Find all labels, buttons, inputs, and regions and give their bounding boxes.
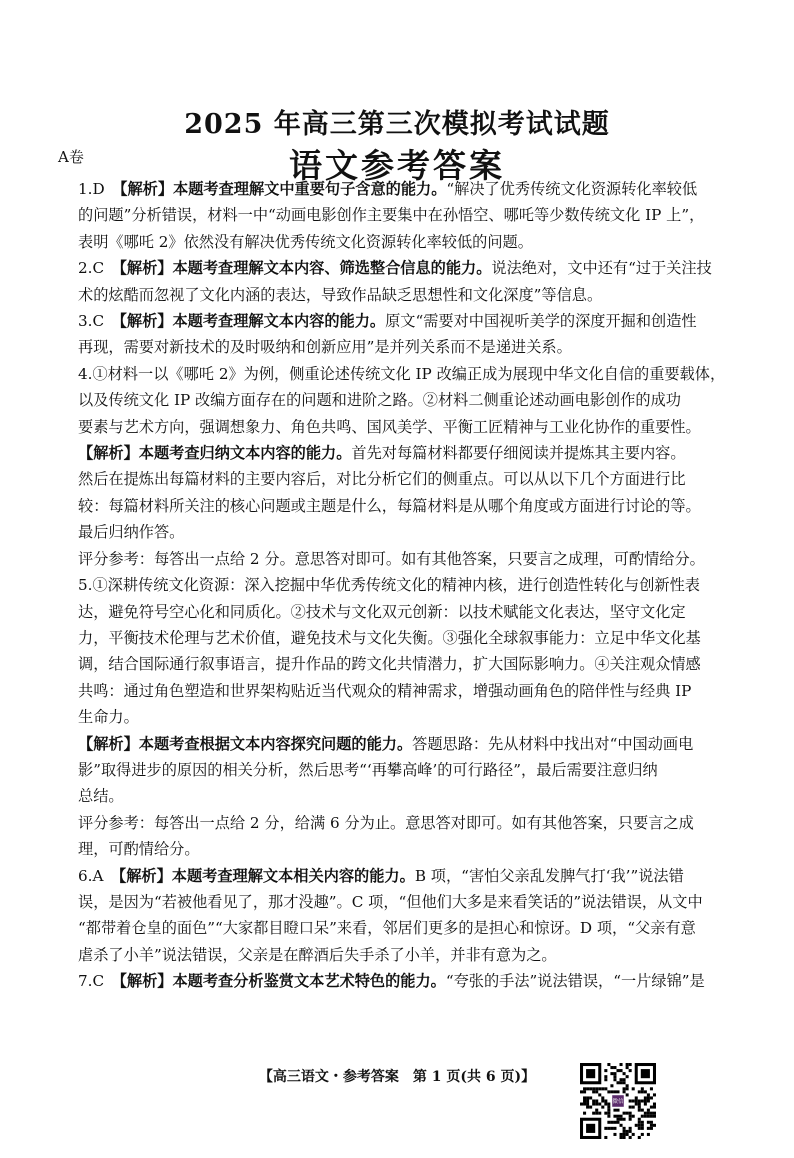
qr-module xyxy=(583,1099,586,1102)
text-segment: 理，可酌情给分。 xyxy=(78,840,200,859)
qr-module xyxy=(607,1103,610,1106)
qr-module xyxy=(629,1106,632,1109)
qr-module xyxy=(620,1063,623,1066)
text-line xyxy=(78,361,726,387)
qr-finder xyxy=(586,1124,595,1133)
text-line xyxy=(78,387,726,413)
qr-module xyxy=(626,1087,629,1090)
qr-module xyxy=(613,1072,616,1075)
qr-module xyxy=(616,1118,619,1121)
text-line xyxy=(78,704,726,730)
text-line xyxy=(78,942,726,968)
text-line xyxy=(78,414,726,440)
paper-version: A卷 xyxy=(58,148,84,166)
qr-module xyxy=(613,1121,616,1124)
text-segment: 最后归纳作答。 xyxy=(78,523,185,542)
answer-item-3 xyxy=(78,308,726,361)
qr-module xyxy=(598,1093,601,1096)
text-segment: “解决了优秀传统文化资源转化率较低 xyxy=(446,180,698,198)
qr-module xyxy=(644,1096,647,1099)
qr-module xyxy=(580,1090,583,1093)
answer-list xyxy=(78,176,726,995)
text-segment: 影”取得进步的原因的相关分析，然后思考“‘再攀高峰’的可行路径”，最后需要注意归纳 xyxy=(78,760,658,779)
analysis-label: 【解析】本题考查分析鉴赏文本艺术特色的能力。 xyxy=(119,972,446,991)
qr-module xyxy=(629,1069,632,1072)
qr-module xyxy=(623,1130,626,1133)
qr-module xyxy=(604,1087,607,1090)
qr-module xyxy=(580,1103,583,1106)
qr-module xyxy=(632,1133,635,1136)
text-segment: 表明《哪吒 2》依然没有解决优秀传统文化资源转化率较低的问题。 xyxy=(78,232,533,251)
qr-module xyxy=(626,1084,629,1087)
qr-module xyxy=(616,1081,619,1084)
qr-module xyxy=(620,1069,623,1072)
qr-module xyxy=(598,1112,601,1115)
qr-module xyxy=(589,1087,592,1090)
qr-module xyxy=(629,1118,632,1121)
qr-module xyxy=(620,1124,623,1127)
qr-module xyxy=(644,1103,647,1106)
qr-module xyxy=(641,1109,644,1112)
qr-module xyxy=(641,1090,644,1093)
analysis-label: 【解析】本题考查根据文本内容探究问题的能力。 xyxy=(78,734,413,753)
text-segment: 2.C xyxy=(78,259,120,278)
qr-center-label: 微信 xyxy=(612,1099,624,1106)
qr-module xyxy=(632,1115,635,1118)
qr-module xyxy=(644,1099,647,1102)
text-segment: 再现，需要对新技术的及时吸纳和创新应用”是并列关系而不是递进关系。 xyxy=(78,338,572,357)
qr-module xyxy=(616,1115,619,1118)
qr-module xyxy=(638,1124,641,1127)
analysis-label: 【解析】本题考查理解文本相关内容的能力。 xyxy=(118,866,415,885)
qr-module xyxy=(647,1096,650,1099)
text-line xyxy=(78,810,726,836)
qr-module xyxy=(595,1099,598,1102)
qr-module xyxy=(641,1087,644,1090)
text-line xyxy=(78,308,726,334)
answer-item-4 xyxy=(78,361,726,572)
qr-module xyxy=(647,1112,650,1115)
qr-module xyxy=(632,1099,635,1102)
qr-module xyxy=(626,1133,629,1136)
qr-module xyxy=(626,1075,629,1078)
text-line xyxy=(78,889,726,915)
qr-module xyxy=(604,1127,607,1130)
qr-module xyxy=(647,1099,650,1102)
qr-module xyxy=(604,1112,607,1115)
text-line xyxy=(78,466,726,492)
analysis-label: 【解析】本题考查归纳文本内容的能力。 xyxy=(78,444,352,463)
qr-module xyxy=(613,1075,616,1078)
qr-module xyxy=(613,1133,616,1136)
qr-module xyxy=(583,1103,586,1106)
qr-module xyxy=(595,1090,598,1093)
qr-module xyxy=(620,1081,623,1084)
qr-module xyxy=(638,1099,641,1102)
text-line xyxy=(78,625,726,651)
text-segment: “都带着仓皇的面色”“大家都目瞪口呆”来看，邻居们更多的是担心和惊讶。D 项，“父亲有意 xyxy=(78,919,696,938)
qr-module xyxy=(607,1106,610,1109)
qr-module xyxy=(647,1093,650,1096)
qr-module xyxy=(620,1133,623,1136)
qr-module xyxy=(647,1121,650,1124)
qr-module xyxy=(641,1133,644,1136)
qr-module xyxy=(613,1066,616,1069)
qr-module xyxy=(623,1112,626,1115)
qr-module xyxy=(595,1112,598,1115)
text-segment: 7.C xyxy=(78,972,120,991)
qr-module xyxy=(641,1121,644,1124)
qr-module xyxy=(650,1127,653,1130)
qr-module xyxy=(607,1121,610,1124)
qr-module xyxy=(583,1090,586,1093)
qr-module xyxy=(607,1112,610,1115)
qr-module xyxy=(650,1096,653,1099)
qr-module xyxy=(638,1118,641,1121)
text-line xyxy=(78,519,726,545)
qr-module xyxy=(589,1106,592,1109)
qr-module xyxy=(635,1099,638,1102)
qr-module xyxy=(632,1106,635,1109)
qr-module xyxy=(620,1115,623,1118)
answer-item-2 xyxy=(78,255,726,308)
qr-module xyxy=(595,1103,598,1106)
qr-module xyxy=(638,1121,641,1124)
text-segment: 评分参考：每答出一点给 2 分。意思答对即可。如有其他答案，只要言之成理，可酌情给分。 xyxy=(78,549,705,568)
qr-module xyxy=(647,1127,650,1130)
qr-module xyxy=(644,1112,647,1115)
text-segment: 6.A xyxy=(78,866,119,885)
text-segment: “夸张的手法”说法错误，“一片绿锦”是 xyxy=(445,972,705,991)
qr-module xyxy=(586,1099,589,1102)
qr-module xyxy=(626,1066,629,1069)
qr-module xyxy=(638,1106,641,1109)
text-line xyxy=(78,678,726,704)
qr-module xyxy=(623,1078,626,1081)
qr-module xyxy=(620,1118,623,1121)
text-line xyxy=(78,202,726,228)
text-segment: 然后在提炼出每篇材料的主要内容后，对比分析它们的侧重点。可以从以下几个方面进行比 xyxy=(78,470,686,489)
qr-module xyxy=(632,1087,635,1090)
analysis-label: 【解析】本题考查理解文本内容的能力。 xyxy=(119,312,386,331)
text-line xyxy=(78,651,726,677)
exam-title: 2025 年高三第三次模拟考试试题 xyxy=(184,109,610,140)
qr-module xyxy=(592,1103,595,1106)
qr-module xyxy=(650,1106,653,1109)
qr-module xyxy=(653,1103,656,1106)
qr-module xyxy=(604,1078,607,1081)
qr-module xyxy=(595,1087,598,1090)
qr-module xyxy=(598,1087,601,1090)
qr-module xyxy=(638,1127,641,1130)
text-line xyxy=(78,176,726,202)
qr-module xyxy=(629,1063,632,1066)
qr-module xyxy=(641,1124,644,1127)
qr-module xyxy=(635,1103,638,1106)
text-segment: 共鸣：通过角色塑造和世界架构贴近当代观众的精神需求，增强动画角色的陪伴性与经典 IP xyxy=(78,681,692,700)
qr-module xyxy=(598,1103,601,1106)
text-segment: 要素与艺术方向，强调想象力、角色共鸣、国风美学、平衡工匠精神与工业化协作的重要性。 xyxy=(78,417,701,436)
text-segment: 说法绝对，文中还有“过于关注技 xyxy=(491,259,712,278)
qr-module xyxy=(607,1090,610,1093)
qr-module xyxy=(601,1096,604,1099)
qr-module xyxy=(650,1087,653,1090)
qr-module xyxy=(610,1127,613,1130)
qr-module xyxy=(607,1127,610,1130)
qr-module xyxy=(604,1069,607,1072)
qr-module xyxy=(623,1118,626,1121)
qr-module xyxy=(629,1127,632,1130)
text-line xyxy=(78,915,726,941)
qr-module xyxy=(638,1090,641,1093)
qr-module xyxy=(620,1136,623,1139)
page-title: 语文参考答案 xyxy=(289,146,505,185)
qr-module xyxy=(592,1090,595,1093)
qr-module xyxy=(601,1099,604,1102)
text-segment: 虐杀了小羊”说法错误，父亲是在醉酒后失手杀了小羊，并非有意为之。 xyxy=(78,945,557,964)
qr-module xyxy=(607,1115,610,1118)
qr-module xyxy=(604,1099,607,1102)
qr-module xyxy=(653,1106,656,1109)
qr-module xyxy=(629,1115,632,1118)
qr-module xyxy=(623,1127,626,1130)
qr-module xyxy=(583,1096,586,1099)
qr-module xyxy=(586,1087,589,1090)
text-segment: 较：每篇材料所关注的核心问题或主题是什么，每篇材料是从哪个角度或方面进行讨论的等。 xyxy=(78,496,701,515)
qr-module xyxy=(607,1063,610,1066)
qr-finder xyxy=(641,1069,650,1078)
qr-module xyxy=(595,1109,598,1112)
text-line xyxy=(78,546,726,572)
qr-module xyxy=(647,1109,650,1112)
text-segment: 评分参考：每答出一点给 2 分，给满 6 分为止。意思答对即可。如有其他答案，只要言之成 xyxy=(78,813,694,832)
answer-item-7 xyxy=(78,968,726,994)
answer-item-6 xyxy=(78,863,726,969)
qr-module xyxy=(638,1103,641,1106)
qr-module xyxy=(604,1136,607,1139)
qr-module xyxy=(644,1115,647,1118)
qr-module xyxy=(610,1121,613,1124)
text-segment: 总结。 xyxy=(78,787,124,806)
qr-module xyxy=(653,1093,656,1096)
qr-module xyxy=(592,1112,595,1115)
qr-module xyxy=(650,1112,653,1115)
qr-module xyxy=(601,1087,604,1090)
qr-module xyxy=(592,1099,595,1102)
text-line xyxy=(78,334,726,360)
qr-module xyxy=(610,1084,613,1087)
qr-module xyxy=(623,1081,626,1084)
text-segment: 5.①深耕传统文化资源：深入挖掘中华优秀传统文化的精神内核，进行创造性转化与创新性表 xyxy=(78,576,700,595)
answer-item-5 xyxy=(78,572,726,862)
text-segment: 原文“需要对中国视听美学的深度开掘和创造性 xyxy=(385,312,697,331)
qr-module xyxy=(604,1103,607,1106)
qr-module xyxy=(610,1090,613,1093)
qr-module xyxy=(641,1099,644,1102)
analysis-label: 【解析】本题考查理解文本内容、筛选整合信息的能力。 xyxy=(119,259,492,278)
text-segment: 3.C xyxy=(78,312,120,331)
qr-module xyxy=(647,1115,650,1118)
qr-module xyxy=(626,1130,629,1133)
text-line xyxy=(78,757,726,783)
text-line xyxy=(78,572,726,598)
text-line xyxy=(78,599,726,625)
qr-module xyxy=(653,1115,656,1118)
qr-module xyxy=(616,1121,619,1124)
qr-module xyxy=(641,1127,644,1130)
qr-module xyxy=(650,1115,653,1118)
text-segment: B 项，“害怕父亲乱发脾气打‘我’”说法错 xyxy=(414,866,684,885)
text-line xyxy=(78,731,726,757)
qr-module xyxy=(623,1133,626,1136)
text-segment: 生命力。 xyxy=(78,708,139,727)
qr-module xyxy=(638,1109,641,1112)
text-line xyxy=(78,282,726,308)
qr-module xyxy=(613,1109,616,1112)
qr-module xyxy=(583,1112,586,1115)
qr-module xyxy=(586,1096,589,1099)
page-footer: 【高三语文・参考答案 第 1 页(共 6 页)】 xyxy=(258,1069,536,1085)
qr-module xyxy=(610,1066,613,1069)
text-segment: 力，平衡技术伦理与艺术价值，避免技术与文化失衡。③强化全球叙事能力：立足中华文化基 xyxy=(78,628,701,647)
text-segment: 术的炫酷而忽视了文化内涵的表达，导致作品缺乏思想性和文化深度”等信息。 xyxy=(78,285,603,304)
qr-module xyxy=(653,1112,656,1115)
qr-module xyxy=(610,1072,613,1075)
qr-module xyxy=(623,1087,626,1090)
qr-finder xyxy=(586,1069,595,1078)
qr-module xyxy=(623,1090,626,1093)
text-line xyxy=(78,783,726,809)
qr-module xyxy=(626,1093,629,1096)
qr-module xyxy=(626,1063,629,1066)
qr-module xyxy=(653,1124,656,1127)
qr-module xyxy=(616,1109,619,1112)
qr-module xyxy=(613,1078,616,1081)
text-line xyxy=(78,440,726,466)
qr-module xyxy=(592,1087,595,1090)
text-line xyxy=(78,255,726,281)
qr-module xyxy=(641,1115,644,1118)
qr-module xyxy=(586,1106,589,1109)
qr-module xyxy=(626,1112,629,1115)
qr-module xyxy=(629,1130,632,1133)
qr-module xyxy=(623,1136,626,1139)
text-segment: 以及传统文化 IP 改编方面存在的问题和进阶之路。②材料二侧重论述动画电影创作的成功 xyxy=(78,391,681,410)
text-segment: 答题思路：先从材料中找出对“中国动画电 xyxy=(412,734,694,753)
qr-module xyxy=(647,1133,650,1136)
text-segment: 的问题”分析错误，材料一中“动画电影创作主要集中在孙悟空、哪吒等少数传统文化 IP 上”， xyxy=(78,206,705,225)
qr-module xyxy=(623,1072,626,1075)
text-line xyxy=(78,229,726,255)
qr-module xyxy=(583,1087,586,1090)
qr-module xyxy=(629,1136,632,1139)
qr-module xyxy=(616,1069,619,1072)
analysis-label: 【解析】本题考查理解文中重要句子含意的能力。 xyxy=(119,180,447,198)
text-segment: 4.①材料一以《哪吒 2》为例，侧重论述传统文化 IP 改编正成为展现中华文化自信的重要载体， xyxy=(78,364,726,383)
qr-module xyxy=(601,1106,604,1109)
qr-module xyxy=(629,1099,632,1102)
text-segment: 调，结合国际通行叙事语言，提升作品的跨文化共情潜力，扩大国际影响力。④关注观众情感 xyxy=(78,655,701,674)
qr-module xyxy=(589,1096,592,1099)
qr-module xyxy=(616,1090,619,1093)
text-line xyxy=(78,836,726,862)
qr-module xyxy=(613,1115,616,1118)
text-segment: 1.D xyxy=(78,180,120,198)
qr-module xyxy=(650,1124,653,1127)
qr-module xyxy=(586,1103,589,1106)
qr-module xyxy=(613,1127,616,1130)
qr-module xyxy=(635,1124,638,1127)
qr-module xyxy=(607,1109,610,1112)
qr-module xyxy=(644,1090,647,1093)
qr-module xyxy=(650,1121,653,1124)
text-segment: 首先对每篇材料都要仔细阅读并提炼其主要内容。 xyxy=(351,444,686,463)
text-line xyxy=(78,493,726,519)
qr-module xyxy=(620,1078,623,1081)
text-segment: 达，避免符号空心化和同质化。②技术与文化双元创新：以技术赋能文化表达，坚守文化定 xyxy=(78,602,686,621)
qr-code-icon xyxy=(580,1063,656,1139)
answer-item-1 xyxy=(78,176,726,255)
qr-module xyxy=(604,1075,607,1078)
qr-module xyxy=(638,1136,641,1139)
text-segment: 误，是因为“若被他看见了，那才没趣”。C 项，“但他们大多是来看笑话的”说法错误，从文中 xyxy=(78,892,703,911)
qr-module xyxy=(635,1096,638,1099)
text-line xyxy=(78,863,726,889)
qr-module xyxy=(613,1090,616,1093)
qr-module xyxy=(629,1112,632,1115)
text-line xyxy=(78,968,726,994)
